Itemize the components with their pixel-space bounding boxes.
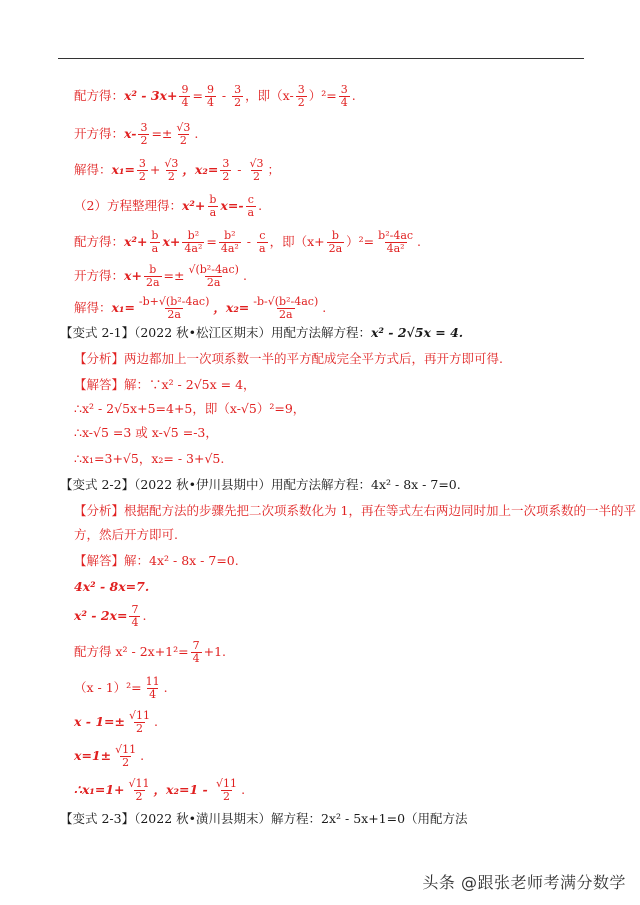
line-complete-square-2: 配方得：x²+ $\frac{b}{a}$ x+ $\frac{\text{b²}}{\text{4a²}}$ = $\frac{\text{b²}}{\text{4a²}}$ - $\frac{c}{a}$ ，即（x+ $\frac{b}{2a}$ ）²= $\frac{\text{b²-4ac}}{\text{4a²}}$ .: [74, 229, 422, 255]
variant-2-2-step-7: ∴x₁=1+ $\frac{√11}{2}$ ，x₂=1 - $\frac{√11}{2}$ .: [74, 777, 246, 803]
variant-2-1-step-1: ∴x² - 2√5x+5=4+5，即（x-√5）²=9，: [74, 401, 306, 416]
line-solutions-2: 解得：x₁= $\frac{\text{-b+√(b²-4ac)}}{2a}$ ，x₂= $\frac{\text{-b-√(b²-4ac)}}{2a}$ .: [74, 295, 327, 321]
variant-2-2-analysis-cont: 方，然后开方即可.: [74, 527, 178, 542]
line-square-root-1: 开方得：x- $\frac{3}{2}$ =± $\frac{√3}{2}$ .: [74, 121, 199, 147]
variant-2-1-step-2: ∴x-√5 =3 或 x-√5 =-3，: [74, 425, 218, 440]
variant-2-2-step-4: （x - 1）²= $\frac{11}{4}$ .: [74, 675, 168, 701]
variant-2-2-step-6: x=1± $\frac{√11}{2}$ .: [74, 743, 145, 769]
variant-2-2-step-5: x - 1=± $\frac{√11}{2}$ .: [74, 709, 158, 735]
variant-2-2-step-3: 配方得 x² - 2x+1²= $\frac{7}{4}$ +1.: [74, 639, 227, 665]
variant-2-1-analysis: 【分析】两边都加上一次项系数一半的平方配成完全平方式后，再开方即可得.: [74, 351, 503, 366]
line-complete-square-1: 配方得：x² - 3x+ $\frac{9}{4}$ = $\frac{9}{4}$ - $\frac{3}{2}$ ，即（x- $\frac{3}{2}$ ）²= $\frac{3}{4}$ .: [74, 83, 356, 109]
line-solutions-1: 解得：x₁= $\frac{3}{2}$ + $\frac{√3}{2}$ ，x₂= $\frac{3}{2}$ - $\frac{√3}{2}$ ；: [74, 157, 281, 183]
watermark-text: 头条 @跟张老师考满分数学: [422, 873, 626, 892]
variant-2-1-step-3: ∴x₁=3+√5，x₂= - 3+√5.: [74, 451, 225, 466]
variant-2-1-answer-start: 【解答】解：∵x² - 2√5x = 4，: [74, 377, 256, 392]
header-rule: [58, 58, 584, 59]
variant-2-2-step-1: 4x² - 8x=7.: [74, 579, 150, 594]
line-square-root-2: 开方得：x+ $\frac{b}{2a}$ =± $\frac{\text{√(b²-4ac)}}{2a}$ .: [74, 263, 247, 289]
variant-2-3-title: 【变式 2-3】（2022 秋•潢川县期末）解方程：2x² - 5x+1=0（用配方法: [60, 811, 468, 826]
variant-2-2-step-2: x² - 2x= $\frac{7}{4}$ .: [74, 603, 147, 629]
variant-2-2-title: 【变式 2-2】（2022 秋•伊川县期中）用配方法解方程：4x² - 8x - 7=0.: [60, 477, 461, 492]
variant-2-2-answer-start: 【解答】解：4x² - 8x - 7=0.: [74, 553, 239, 568]
line-rearranged-2: （2）方程整理得：x²+ $\frac{b}{a}$ x=- $\frac{c}{a}$ .: [74, 193, 263, 219]
variant-2-2-analysis: 【分析】根据配方法的步骤先把二次项系数化为 1，再在等式左右两边同时加上一次项系数的一半的平: [74, 503, 636, 518]
variant-2-1-title: 【变式 2-1】（2022 秋•松江区期末）用配方法解方程：x² - 2√5x = 4.: [60, 325, 464, 340]
